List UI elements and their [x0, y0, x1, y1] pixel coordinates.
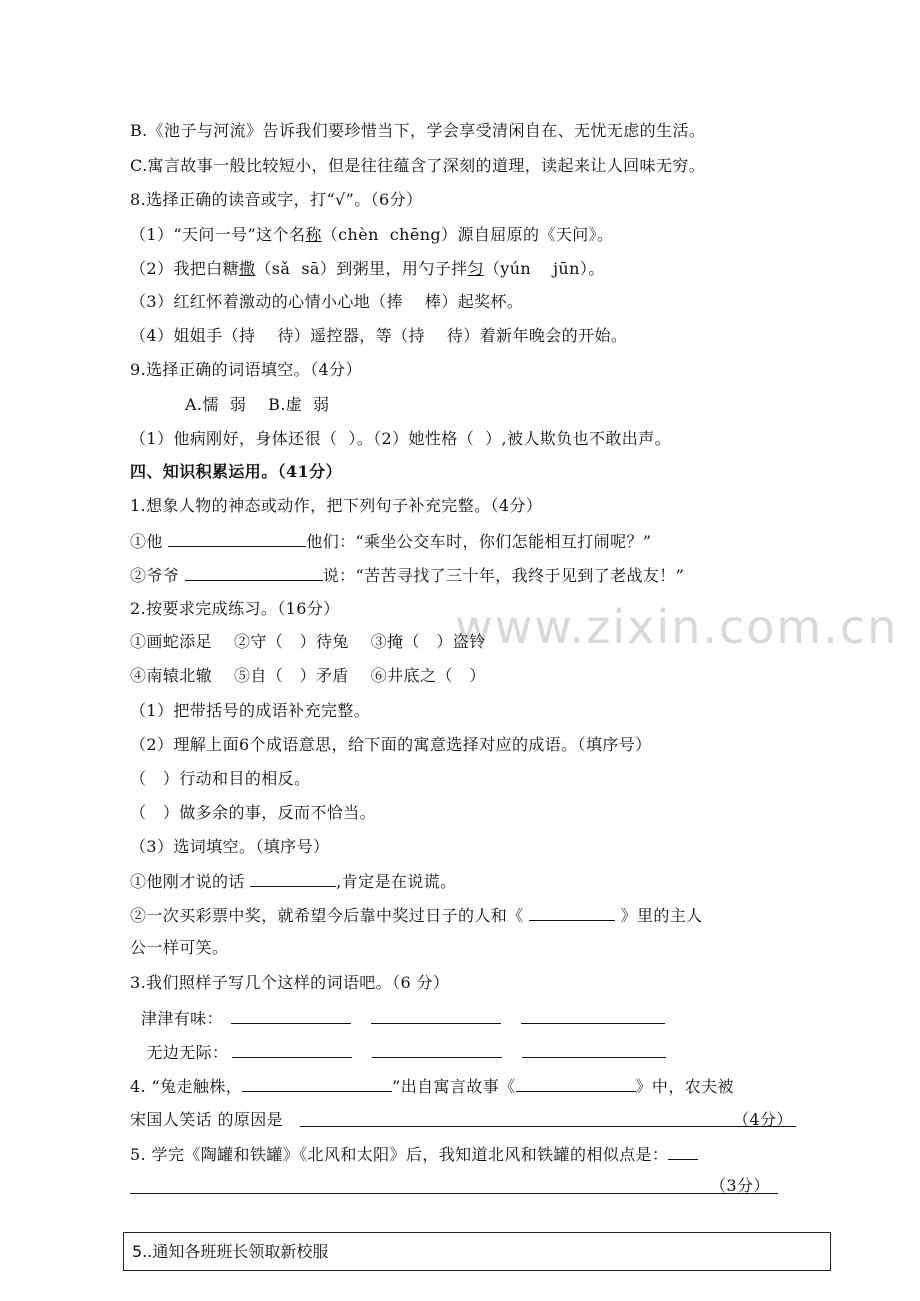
- question-5-score: （3分）: [710, 1176, 770, 1195]
- blank-line[interactable]: [522, 1041, 666, 1058]
- q8-2-target-char-1: 撒: [238, 259, 256, 278]
- question-2-part-2: （2）理解上面6个成语意思，给下面的寓意选择对应的成语。（填序号）: [130, 735, 652, 754]
- question-4-line-1: [130, 1075, 734, 1098]
- section-4-heading: 四、知识积累运用。（41分）: [130, 462, 342, 481]
- word-row-1: [130, 1007, 665, 1030]
- blank-line[interactable]: [231, 1007, 351, 1024]
- question-8-item-2: [130, 258, 605, 280]
- answer-line[interactable]: [130, 1193, 778, 1194]
- q8-2-text-a: （2）我把白糖: [130, 259, 239, 278]
- question-8-item-1: [130, 224, 613, 246]
- meaning-2: （ ）做多余的事，反而不恰当。: [130, 803, 377, 822]
- question-1-item-1: [130, 530, 651, 553]
- q5-text: 5. 学完《陶罐和铁罐》《北风和太阳》后，我知道北风和铁罐的相似点是：: [130, 1145, 669, 1164]
- fill-sentence-2-cont: 公一样可笑。: [130, 938, 229, 957]
- question-1-item-2: [130, 564, 684, 587]
- fill-1-text-b: ,肯定是在说谎。: [336, 872, 457, 891]
- question-2-part-3: （3）选词填空。（填序号）: [130, 837, 330, 856]
- blank-line[interactable]: [529, 904, 615, 921]
- question-5-line-1: [130, 1143, 698, 1166]
- question-8-item-3: （3）红红怀着激动的心情小心地（捧 棒）起奖杯。: [130, 292, 524, 311]
- q1-2-text-b: 说：“苦苦寻找了三十年，我终于见到了老战友！”: [322, 566, 685, 585]
- fill-1-text-a: ①他刚才说的话: [130, 872, 251, 891]
- option-c: C.寓言故事一般比较短小，但是往往蕴含了深刻的道理，读起来让人回味无穷。: [130, 156, 706, 175]
- question-4-score: （4分）: [733, 1110, 793, 1129]
- blank-line[interactable]: [168, 530, 306, 547]
- blank-line[interactable]: [516, 1075, 636, 1092]
- blank-line[interactable]: [668, 1143, 698, 1160]
- fill-2-text-b: 》里的主人: [615, 906, 703, 925]
- meaning-1: （ ）行动和目的相反。: [130, 769, 311, 788]
- word-row-2: [130, 1041, 666, 1064]
- blank-line[interactable]: [371, 1007, 501, 1024]
- blank-line[interactable]: [372, 1041, 502, 1058]
- q8-1-text-c: （chèn chēng）源自屈原的《天问》。: [321, 225, 614, 244]
- question-2-part-1: （1）把带括号的成语补充完整。: [130, 701, 371, 720]
- question-4-line-2: 宋国人笑话 的原因是: [130, 1110, 284, 1129]
- blank-line[interactable]: [521, 1007, 665, 1024]
- idiom-row-1: ①画蛇添足 ②守（ ）待兔 ③掩（ ）盗铃: [130, 632, 486, 651]
- q4-text-b: ”出自寓言故事《: [392, 1077, 516, 1096]
- option-b: B.《池子与河流》告诉我们要珍惜当下，学会享受清闲自在、无忧无虑的生活。: [130, 121, 706, 140]
- blank-line[interactable]: [250, 870, 336, 887]
- question-8-title: 8.选择正确的读音或字，打“√”。（6分）: [130, 190, 423, 209]
- q8-1-text-a: （1）“天问一号”这个名: [130, 225, 306, 244]
- question-9-sentences: （1）他病刚好，身体还很（ ）。（2）她性格（ ）,被人欺负也不敢出声。: [130, 429, 671, 448]
- word-example-2: 无边无际：: [130, 1043, 229, 1062]
- blank-line[interactable]: [185, 564, 323, 581]
- question-2-title: 2.按要求完成练习。（16分）: [130, 599, 340, 618]
- question-1-title: 1.想象人物的神态或动作，把下列句子补充完整。（4分）: [130, 496, 543, 515]
- fill-sentence-2: [130, 904, 703, 927]
- blank-line[interactable]: [232, 1041, 352, 1058]
- q4-text-c: 》中，农夫被: [635, 1077, 734, 1096]
- question-9-title: 9.选择正确的词语填空。（4分）: [130, 360, 362, 379]
- q1-1-text-b: 他们：“乘坐公交车时，你们怎能相互打闹呢？”: [306, 532, 652, 551]
- fill-sentence-1: [130, 870, 457, 893]
- watermark: www.zixin.com.cn: [455, 600, 899, 654]
- blank-line[interactable]: [242, 1075, 392, 1092]
- q8-2-text-e: （yún jūn）。: [483, 259, 605, 278]
- question-9-options: A.懦 弱 B.虚 弱: [185, 395, 330, 414]
- question-8-item-4: （4）姐姐手（持 待）遥控器，等（持 待）着新年晚会的开始。: [130, 326, 628, 345]
- word-example-1: 津津有味：: [130, 1009, 223, 1028]
- idiom-row-2: ④南辕北辙 ⑤自（ ）矛盾 ⑥井底之（ ）: [130, 666, 486, 685]
- q1-1-text-a: ①他: [130, 532, 169, 551]
- question-3-title: 3.我们照样子写几个这样的词语吧。（6 分）: [130, 973, 450, 992]
- q4-text-a: 4. “兔走触株，: [130, 1077, 243, 1096]
- notice-box: [123, 1232, 831, 1271]
- q8-2-target-char-2: 匀: [467, 259, 484, 278]
- q8-2-text-c: （sǎ sā）到粥里，用勺子拌: [255, 259, 468, 278]
- answer-line[interactable]: [300, 1126, 796, 1127]
- q8-1-target-char: 称: [305, 225, 322, 244]
- fill-2-text-a: ②一次买彩票中奖，就希望今后靠中奖过日子的人和《: [130, 906, 530, 925]
- q1-2-text-a: ②爷爷: [130, 566, 185, 585]
- notice-text: 5..通知各班班长领取新校服: [132, 1242, 329, 1261]
